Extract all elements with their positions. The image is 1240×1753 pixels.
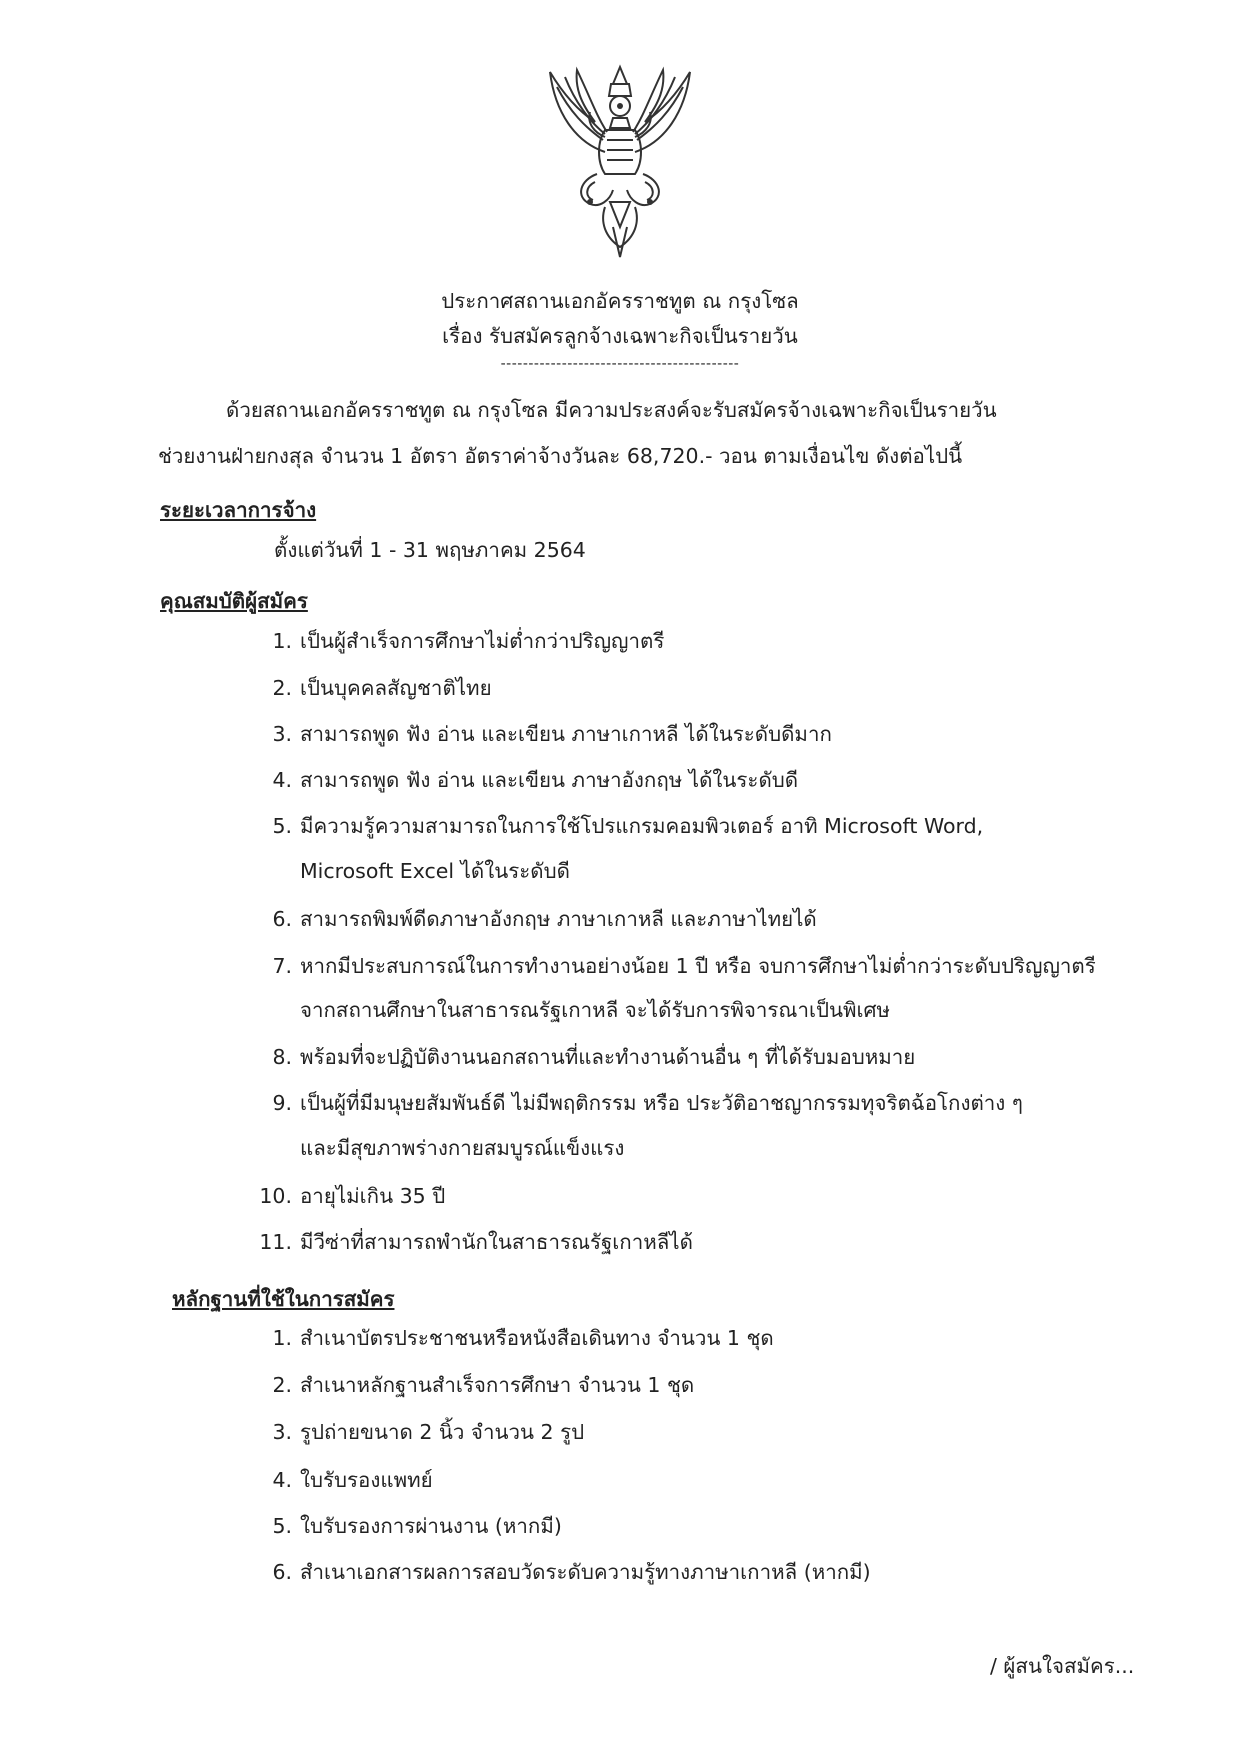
document-item <box>256 1556 871 1589</box>
item-text: สำเนาเอกสารผลการสอบวัดระดับความรู้ทางภาษาเกาหลี (หากมี) <box>300 1560 871 1584</box>
item-number: 4. <box>272 1468 292 1492</box>
qualification-item <box>256 764 798 797</box>
item-text: ใบรับรองแพทย์ <box>300 1468 433 1492</box>
item-number: 1. <box>272 629 292 653</box>
item-text: เป็นบุคคลสัญชาติไทย <box>300 676 492 700</box>
item-number: 3. <box>272 1420 292 1444</box>
item-text: เป็นผู้ที่มีมนุษยสัมพันธ์ดี ไม่มีพฤติกรรม หรือ ประวัติอาชญากรรมทุจริตฉ้อโกงต่าง ๆ <box>300 1091 1023 1115</box>
qualification-item <box>256 1087 1023 1120</box>
item-text: สามารถพิมพ์ดีดภาษาอังกฤษ ภาษาเกาหลี และภาษาไทยได้ <box>300 907 817 931</box>
item-text: ใบรับรองการผ่านงาน (หากมี) <box>300 1514 562 1538</box>
continued-note: / ผู้สนใจสมัคร... <box>990 1654 1135 1678</box>
item-text: สามารถพูด ฟัง อ่าน และเขียน ภาษาเกาหลี ได้ในระดับดีมาก <box>300 722 832 746</box>
item-text: เป็นผู้สำเร็จการศึกษาไม่ต่ำกว่าปริญญาตรี <box>300 629 665 653</box>
item-number: 5. <box>272 814 292 838</box>
item-number: 6. <box>272 1560 292 1584</box>
qualification-item <box>256 903 817 936</box>
employment-period-text: ตั้งแต่วันที่ 1 - 31 พฤษภาคม 2564 <box>274 538 586 562</box>
item-number: 1. <box>272 1326 292 1350</box>
document-item <box>256 1369 694 1402</box>
item-number: 9. <box>272 1091 292 1115</box>
item-text: สำเนาบัตรประชาชนหรือหนังสือเดินทาง จำนวน 1 ชุด <box>300 1326 774 1350</box>
item-number: 2. <box>272 1373 292 1397</box>
qualification-item <box>256 1041 915 1074</box>
intro-line-1: ด้วยสถานเอกอัครราชทูต ณ กรุงโซล มีความประสงค์จะรับสมัครจ้างเฉพาะกิจเป็นรายวัน <box>226 398 997 422</box>
section-heading-documents: หลักฐานที่ใช้ในการสมัคร <box>172 1287 395 1311</box>
qualification-item <box>256 672 492 705</box>
item-number: 5. <box>272 1514 292 1538</box>
item-number: 11. <box>259 1230 292 1254</box>
item-text: พร้อมที่จะปฏิบัติงานนอกสถานที่และทำงานด้านอื่น ๆ ที่ได้รับมอบหมาย <box>300 1045 916 1069</box>
item-text: รูปถ่ายขนาด 2 นิ้ว จำนวน 2 รูป <box>300 1420 585 1444</box>
item-number: 6. <box>272 907 292 931</box>
qualification-item <box>256 810 983 843</box>
qualification-item <box>256 1180 445 1213</box>
item-number: 4. <box>272 768 292 792</box>
announcement-subject: เรื่อง รับสมัครลูกจ้างเฉพาะกิจเป็นรายวัน <box>442 324 798 348</box>
qualification-item-continuation: จากสถานศึกษาในสาธารณรัฐเกาหลี จะได้รับการพิจารณาเป็นพิเศษ <box>300 998 891 1022</box>
qualification-item-continuation: Microsoft Excel ได้ในระดับดี <box>300 859 570 883</box>
item-number: 8. <box>272 1045 292 1069</box>
document-item <box>256 1416 584 1449</box>
announcement-title: ประกาศสถานเอกอัครราชทูต ณ กรุงโซล <box>441 289 799 313</box>
item-number: 2. <box>272 676 292 700</box>
item-number: 3. <box>272 722 292 746</box>
item-number: 10. <box>259 1184 292 1208</box>
item-number: 7. <box>272 954 292 978</box>
section-heading-employment-period: ระยะเวลาการจ้าง <box>160 498 317 522</box>
item-text: หากมีประสบการณ์ในการทำงานอย่างน้อย 1 ปี หรือ จบการศึกษาไม่ต่ำกว่าระดับปริญญาตรี <box>300 954 1096 978</box>
item-text: มีความรู้ความสามารถในการใช้โปรแกรมคอมพิวเตอร์ อาทิ Microsoft Word, <box>300 814 984 838</box>
qualification-item <box>256 718 832 751</box>
qualification-item <box>256 625 664 658</box>
item-text: อายุไม่เกิน 35 ปี <box>300 1184 446 1208</box>
item-text: สามารถพูด ฟัง อ่าน และเขียน ภาษาอังกฤษ ได้ในระดับดี <box>300 768 799 792</box>
document-item <box>256 1510 562 1543</box>
document-item <box>256 1464 433 1497</box>
intro-line-2: ช่วยงานฝ่ายกงสุล จำนวน 1 อัตรา อัตราค่าจ้างวันละ 68,720.- วอน ตามเงื่อนไข ดังต่อไปนี้ <box>158 444 963 468</box>
item-text: มีวีซ่าที่สามารถพำนักในสาธารณรัฐเกาหลีได้ <box>300 1230 693 1254</box>
section-heading-qualifications: คุณสมบัติผู้สมัคร <box>160 589 308 613</box>
item-text: สำเนาหลักฐานสำเร็จการศึกษา จำนวน 1 ชุด <box>300 1373 695 1397</box>
document-item <box>256 1322 774 1355</box>
qualification-item <box>256 950 1096 983</box>
qualification-item <box>256 1226 693 1259</box>
garuda-emblem-icon <box>535 62 705 262</box>
header-divider: ------------------------------------------- <box>500 356 740 372</box>
qualification-item-continuation: และมีสุขภาพร่างกายสมบูรณ์แข็งแรง <box>300 1136 625 1160</box>
